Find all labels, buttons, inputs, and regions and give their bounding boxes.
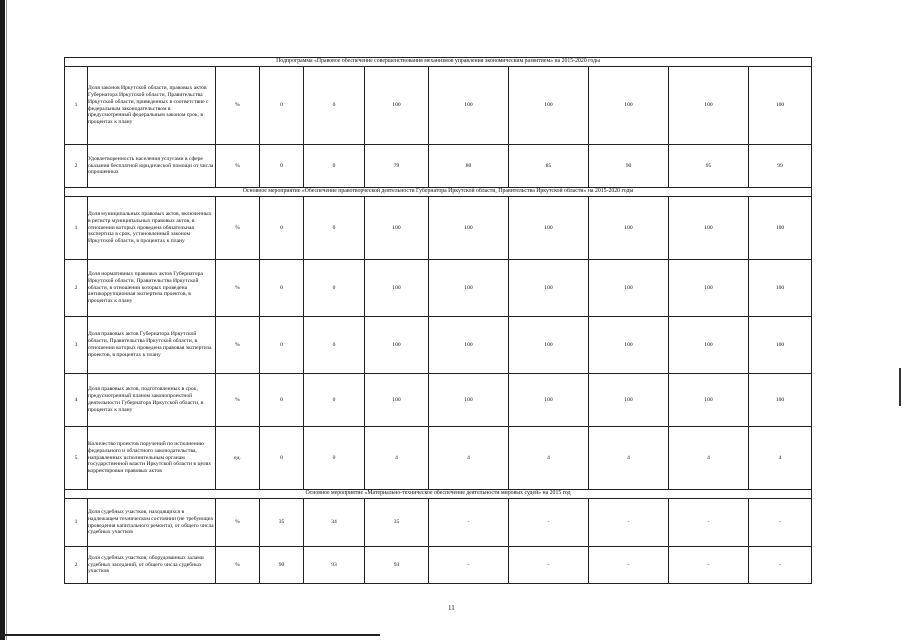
value-cell: 34 bbox=[304, 499, 365, 547]
value-cell: 100 bbox=[589, 317, 669, 374]
value-cell: 100 bbox=[365, 197, 429, 260]
value-cell: 0 bbox=[260, 317, 304, 374]
section-title: Подпрограмма «Правовое обеспечение совершенствования механизмов управления экономическим развитием» на 2015-2020 годы bbox=[65, 58, 812, 67]
table-row bbox=[65, 374, 812, 427]
value-cell: 0 bbox=[304, 145, 365, 188]
value-cell: - bbox=[589, 547, 669, 584]
value-cell: 100 bbox=[669, 317, 749, 374]
value-cell: 0 bbox=[304, 317, 365, 374]
value-cell: 100 bbox=[749, 197, 812, 260]
value-cell: 100 bbox=[365, 374, 429, 427]
value-cell: 100 bbox=[669, 67, 749, 145]
scan-edge-bottom bbox=[0, 634, 380, 636]
value-cell: 4 bbox=[749, 427, 812, 490]
value-cell: - bbox=[749, 547, 812, 584]
value-cell: 100 bbox=[669, 260, 749, 317]
row-number: 2 bbox=[65, 145, 88, 188]
value-cell: 100 bbox=[509, 317, 589, 374]
unit-cell: % bbox=[216, 547, 260, 584]
value-cell: 100 bbox=[429, 317, 509, 374]
value-cell: 0 bbox=[304, 260, 365, 317]
value-cell: 93 bbox=[304, 547, 365, 584]
value-cell: 100 bbox=[365, 67, 429, 145]
table-row bbox=[65, 145, 812, 188]
value-cell: 100 bbox=[509, 374, 589, 427]
row-number: 2 bbox=[65, 260, 88, 317]
value-cell: 0 bbox=[304, 374, 365, 427]
unit-cell: % bbox=[216, 145, 260, 188]
section-title: Основное мероприятие «Обеспечение правотворческой деятельности Губернатора Иркутской области, Правительства Иркутской области» на 2015-2020 годы bbox=[65, 188, 812, 197]
table-row bbox=[65, 67, 812, 145]
value-cell: 0 bbox=[304, 197, 365, 260]
value-cell: 4 bbox=[365, 427, 429, 490]
value-cell: 35 bbox=[260, 499, 304, 547]
page-number: 11 bbox=[448, 604, 455, 612]
value-cell: 93 bbox=[365, 547, 429, 584]
section-header-row bbox=[65, 188, 812, 197]
unit-cell: % bbox=[216, 197, 260, 260]
value-cell: - bbox=[509, 547, 589, 584]
indicator-name: Доля муниципальных правовых актов, включенных в регистр муниципальных правовых актов, в отношении которых проведена обязательная экспертиза в срок, установленный законом Иркутской области, в процентах к плану bbox=[88, 197, 216, 260]
value-cell: - bbox=[669, 547, 749, 584]
indicator-name: Количество проектов поручений по исполнению федерального и областного законодательства, направленных исполнительным органам государственной власти Иркутской области в целях корректировки правовых актов bbox=[88, 427, 216, 490]
value-cell: 100 bbox=[749, 260, 812, 317]
value-cell: 90 bbox=[260, 547, 304, 584]
value-cell: - bbox=[429, 499, 509, 547]
value-cell: 80 bbox=[429, 145, 509, 188]
value-cell: 100 bbox=[669, 197, 749, 260]
value-cell: 100 bbox=[429, 67, 509, 145]
row-number: 1 bbox=[65, 67, 88, 145]
section-title: Основное мероприятие «Материально-техническое обеспечение деятельности мировых судей» на 2015 год bbox=[65, 490, 812, 499]
table-row bbox=[65, 197, 812, 260]
row-number: 3 bbox=[65, 317, 88, 374]
indicator-name: Доля правовых актов, подготовленных в срок, предусмотренный планом законопроектной деятельности Губернатора Иркутской области, в процентах к плану bbox=[88, 374, 216, 427]
row-number: 2 bbox=[65, 547, 88, 584]
value-cell: 0 bbox=[260, 197, 304, 260]
unit-cell: % bbox=[216, 67, 260, 145]
indicators-table bbox=[64, 57, 812, 584]
unit-cell: % bbox=[216, 260, 260, 317]
table-row bbox=[65, 499, 812, 547]
unit-cell: % bbox=[216, 317, 260, 374]
table-row bbox=[65, 317, 812, 374]
value-cell: 100 bbox=[589, 67, 669, 145]
row-number: 1 bbox=[65, 197, 88, 260]
value-cell: 95 bbox=[669, 145, 749, 188]
table-row bbox=[65, 547, 812, 584]
unit-cell: ед. bbox=[216, 427, 260, 490]
row-number: 4 bbox=[65, 374, 88, 427]
value-cell: - bbox=[589, 499, 669, 547]
value-cell: 35 bbox=[365, 499, 429, 547]
value-cell: 0 bbox=[304, 67, 365, 145]
value-cell: 100 bbox=[749, 374, 812, 427]
scan-edge-right-mark bbox=[899, 368, 901, 406]
indicator-name: Доля судебных участков, оборудованных залами судебных заседаний, от общего числа судебных участков bbox=[88, 547, 216, 584]
value-cell: 79 bbox=[365, 145, 429, 188]
value-cell: - bbox=[429, 547, 509, 584]
value-cell: 100 bbox=[365, 317, 429, 374]
value-cell: - bbox=[749, 499, 812, 547]
value-cell: 90 bbox=[589, 145, 669, 188]
value-cell: 100 bbox=[429, 374, 509, 427]
section-header-row bbox=[65, 58, 812, 67]
row-number: 1 bbox=[65, 499, 88, 547]
value-cell: 0 bbox=[304, 427, 365, 490]
value-cell: 100 bbox=[509, 197, 589, 260]
value-cell: 100 bbox=[429, 260, 509, 317]
value-cell: 85 bbox=[509, 145, 589, 188]
value-cell: 100 bbox=[669, 374, 749, 427]
value-cell: 100 bbox=[749, 67, 812, 145]
unit-cell: % bbox=[216, 499, 260, 547]
value-cell: 0 bbox=[260, 145, 304, 188]
unit-cell: % bbox=[216, 374, 260, 427]
value-cell: 4 bbox=[429, 427, 509, 490]
value-cell: 100 bbox=[509, 67, 589, 145]
row-number: 5 bbox=[65, 427, 88, 490]
scan-edge-left-line bbox=[6, 0, 7, 640]
indicator-name: Доля судебных участков, находящихся в надлежащем техническом состоянии (не требующих проведения капитального ремонта), от общего числа судебных участков bbox=[88, 499, 216, 547]
value-cell: 4 bbox=[669, 427, 749, 490]
section-header-row bbox=[65, 490, 812, 499]
value-cell: 4 bbox=[589, 427, 669, 490]
scan-edge-left bbox=[0, 0, 5, 640]
value-cell: 0 bbox=[260, 260, 304, 317]
value-cell: 100 bbox=[365, 260, 429, 317]
value-cell: 4 bbox=[509, 427, 589, 490]
value-cell: 99 bbox=[749, 145, 812, 188]
value-cell: 0 bbox=[260, 427, 304, 490]
table-row bbox=[65, 260, 812, 317]
value-cell: 100 bbox=[589, 374, 669, 427]
indicator-name: Удовлетворенность населения услугами в сфере оказания бесплатной юридической помощи от числа опрошенных bbox=[88, 145, 216, 188]
indicator-name: Доля законов Иркутской области, правовых актов Губернатора Иркутской области, Правительства Иркутской области, приведенных в соответствие с федеральным законодательством в предусмотренный федеральным законом срок, в процентах к плану bbox=[88, 67, 216, 145]
value-cell: 0 bbox=[260, 374, 304, 427]
indicator-name: Доля нормативных правовых актов Губернатора Иркутской области, Правительства Иркутской области, в отношении которых проведена антикоррупционная экспертиза проектов, в процентах к плану bbox=[88, 260, 216, 317]
value-cell: - bbox=[509, 499, 589, 547]
value-cell: 0 bbox=[260, 67, 304, 145]
value-cell: 100 bbox=[749, 317, 812, 374]
table-row bbox=[65, 427, 812, 490]
value-cell: 100 bbox=[429, 197, 509, 260]
value-cell: 100 bbox=[589, 197, 669, 260]
value-cell: - bbox=[669, 499, 749, 547]
indicator-name: Доля правовых актов Губернатора Иркутской области, Правительства Иркутской области, в отношении которых проведена правовая экспертиза проектов, в процентах к плану bbox=[88, 317, 216, 374]
value-cell: 100 bbox=[509, 260, 589, 317]
value-cell: 100 bbox=[589, 260, 669, 317]
